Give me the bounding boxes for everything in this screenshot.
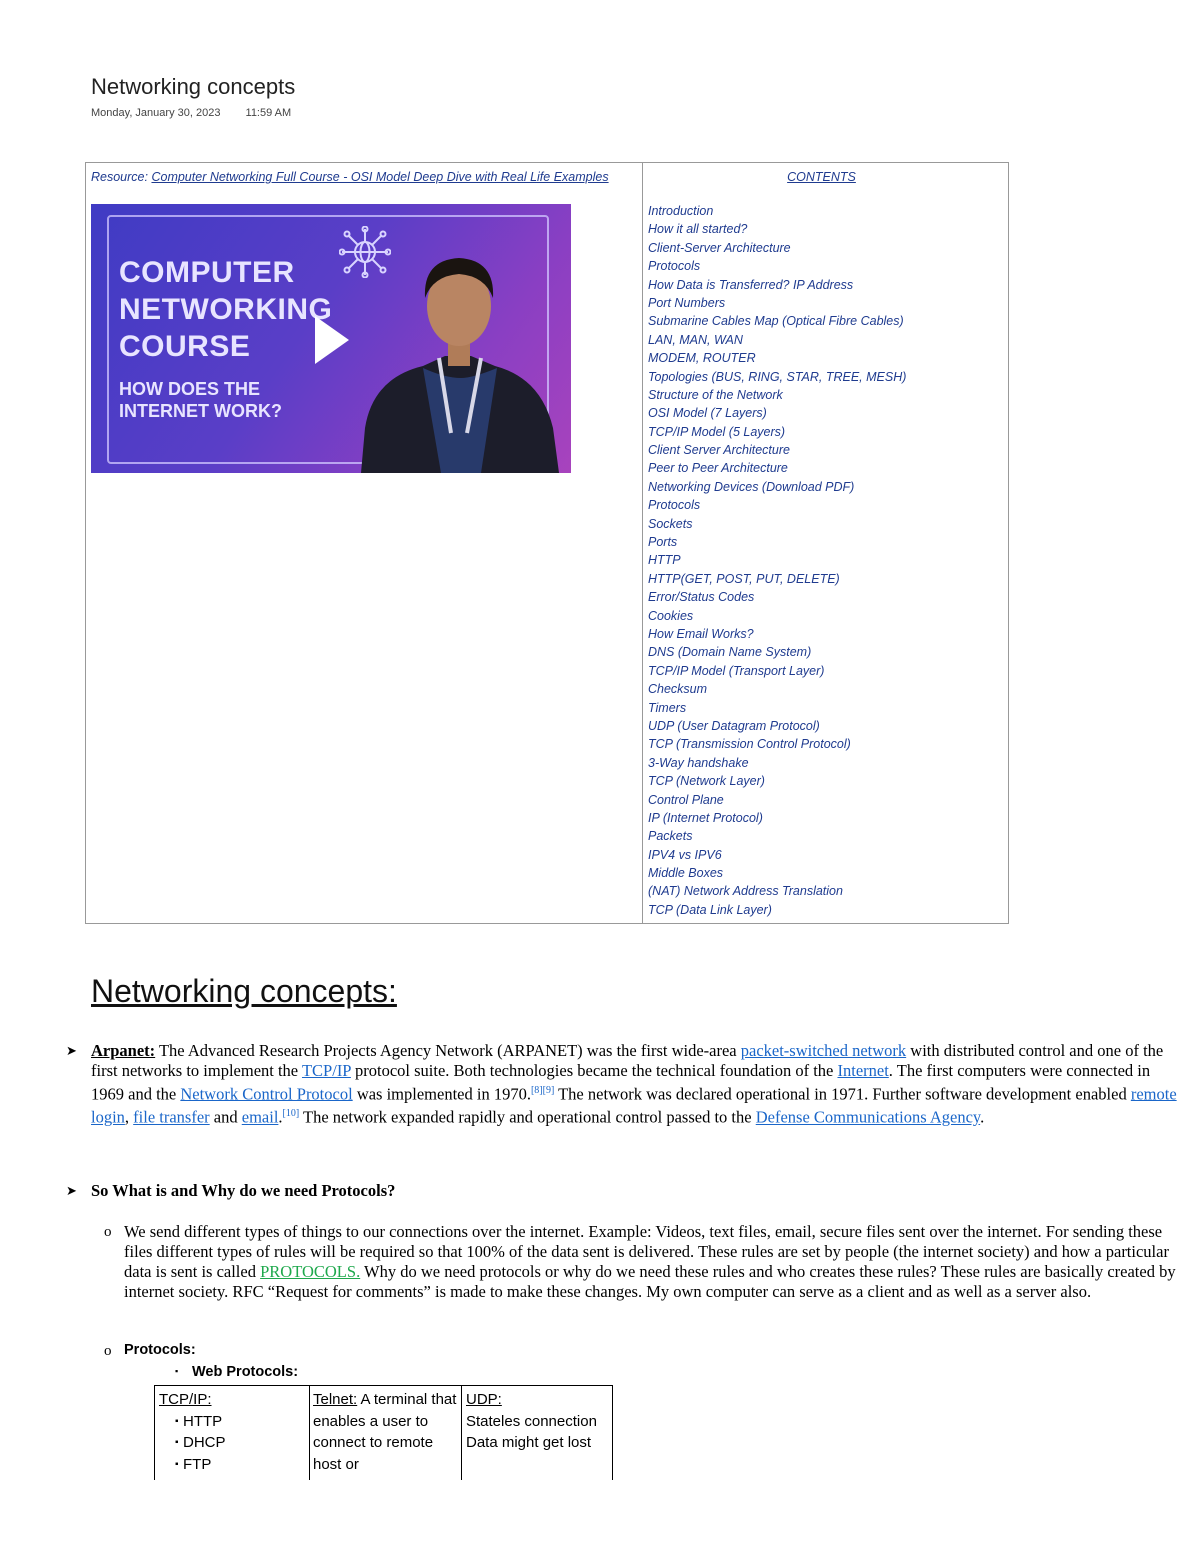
contents-item[interactable]: Ports xyxy=(648,535,678,550)
contents-item[interactable]: MODEM, ROUTER xyxy=(648,351,756,366)
link-network-control-protocol[interactable]: Network Control Protocol xyxy=(180,1084,353,1104)
contents-item[interactable]: LAN, MAN, WAN xyxy=(648,332,743,347)
arpanet-term: Arpanet: xyxy=(91,1041,156,1060)
contents-item[interactable]: Client Server Architecture xyxy=(648,443,790,458)
video-title: COMPUTER NETWORKING COURSE xyxy=(119,256,333,363)
contents-item[interactable]: HTTP xyxy=(648,553,681,568)
circle-bullet-icon: o xyxy=(104,1343,112,1359)
protocols-paragraph: We send different types of things to our connections over the internet. Example: Videos, text files, email, secure files sent over the internet. For sending these files different types of rules will be required so that 100% of the data sent is delivered. These rules are set by people (the internet society) and how a particular data is sent is called PROTOCOLS. Why do we need protocols or why do we need these rules and who creates these rules? These rules are basically created by internet society. RFC “Request for comments” is made to make these changes. My own computer can serve as a client and as well as a server also. xyxy=(124,1222,1176,1301)
contents-item[interactable]: Peer to Peer Architecture xyxy=(648,461,788,476)
table-divider xyxy=(642,163,643,923)
section-heading: Networking concepts: xyxy=(91,973,397,1009)
contents-item[interactable]: How Email Works? xyxy=(648,626,754,641)
udp-line-1: Stateles connection xyxy=(466,1412,597,1430)
contents-heading[interactable]: CONTENTS xyxy=(787,170,856,184)
list-item: ▪ HTTP xyxy=(155,1411,309,1433)
arpanet-paragraph: Arpanet: The Advanced Research Projects Agency Network (ARPANET) was the first wide-area packet-switched network with distributed control and one of the first networks to implement the TCP/IP protocol suite. Both technologies became the technical foundation of the Internet. The first computers were connected in 1969 and the Network Control Protocol was implemented in 1970.[8][9] The network was declared operational in 1971. Further software development enabled remote login, file transfer and email.[10] The network expanded rapidly and operational control passed to the Defense Communications Agency. xyxy=(91,1041,1177,1127)
table-column-udp xyxy=(462,1386,612,1480)
link-remote-login[interactable]: remote login xyxy=(91,1084,1177,1127)
arrow-bullet-icon: ➤ xyxy=(66,1043,77,1058)
contents-item[interactable]: Topologies (BUS, RING, STAR, TREE, MESH) xyxy=(648,369,907,384)
contents-item[interactable]: Cookies xyxy=(648,608,694,623)
list-item: ▪ DHCP xyxy=(155,1432,309,1454)
contents-item[interactable]: How Data is Transferred? IP Address xyxy=(648,277,854,292)
page-title: Networking concepts xyxy=(91,74,296,99)
tcp-ip-heading: TCP/IP: xyxy=(159,1391,212,1408)
resource-line xyxy=(91,168,611,187)
contents-column xyxy=(648,168,1003,919)
reference-8-9[interactable]: [8][9] xyxy=(530,1084,555,1096)
contents-item[interactable]: HTTP(GET, POST, PUT, DELETE) xyxy=(648,571,840,586)
circle-bullet-icon: o xyxy=(104,1224,112,1240)
contents-item[interactable]: Protocols xyxy=(648,498,701,513)
contents-item[interactable]: TCP/IP Model (5 Layers) xyxy=(648,424,786,439)
link-protocols[interactable]: PROTOCOLS. xyxy=(260,1261,361,1281)
web-protocols-table xyxy=(154,1385,613,1480)
contents-item[interactable]: Timers xyxy=(648,700,687,715)
resource-table xyxy=(85,162,1009,924)
contents-item[interactable]: IP (Internet Protocol) xyxy=(648,810,763,825)
contents-item[interactable]: TCP (Data Link Layer) xyxy=(648,902,772,917)
contents-item[interactable]: Protocols xyxy=(648,259,701,274)
contents-item[interactable]: Submarine Cables Map (Optical Fibre Cables) xyxy=(648,314,904,329)
link-file-transfer[interactable]: file transfer xyxy=(133,1107,210,1127)
link-email[interactable]: email xyxy=(241,1107,279,1127)
contents-item[interactable]: Structure of the Network xyxy=(648,387,783,402)
contents-item[interactable]: 3-Way handshake xyxy=(648,755,749,770)
video-thumbnail[interactable] xyxy=(91,204,571,473)
contents-item[interactable]: TCP/IP Model (Transport Layer) xyxy=(648,663,825,678)
resource-link[interactable]: Computer Networking Full Course - OSI Model Deep Dive with Real Life Examples xyxy=(151,170,609,184)
link-defense-communications-agency[interactable]: Defense Communications Agency xyxy=(755,1107,981,1127)
contents-item[interactable]: IPV4 vs IPV6 xyxy=(648,847,722,862)
telnet-heading: Telnet: xyxy=(313,1391,358,1408)
protocols-question: So What is and Why do we need Protocols? xyxy=(91,1181,396,1200)
contents-item[interactable]: TCP (Network Layer) xyxy=(648,774,765,789)
video-subtitle: HOW DOES THE INTERNET WORK? xyxy=(119,379,282,421)
presenter-photo xyxy=(353,228,563,473)
play-icon[interactable] xyxy=(315,316,349,364)
contents-item[interactable]: Networking Devices (Download PDF) xyxy=(648,479,855,494)
table-column-tcp-ip xyxy=(155,1386,310,1480)
reference-10[interactable]: [10] xyxy=(282,1108,300,1120)
telnet-description: A terminal that enables a user to connect to remote host or xyxy=(313,1391,457,1473)
contents-list xyxy=(648,202,1003,919)
contents-item[interactable]: Sockets xyxy=(648,516,693,531)
contents-item[interactable]: (NAT) Network Address Translation xyxy=(648,884,843,899)
page-date: Monday, January 30, 2023 xyxy=(91,107,221,119)
contents-item[interactable]: OSI Model (7 Layers) xyxy=(648,406,767,421)
page-time: 11:59 AM xyxy=(245,107,292,119)
list-item: ▪ FTP xyxy=(155,1454,309,1476)
contents-item[interactable]: UDP (User Datagram Protocol) xyxy=(648,718,820,733)
web-protocols-label: Web Protocols: xyxy=(192,1364,299,1380)
page-dateline xyxy=(91,107,291,119)
protocols-label: Protocols: xyxy=(124,1342,196,1358)
contents-item[interactable]: Checksum xyxy=(648,682,708,697)
contents-item[interactable]: Error/Status Codes xyxy=(648,590,755,605)
udp-heading: UDP: xyxy=(466,1391,502,1408)
resource-label: Resource: xyxy=(91,170,148,184)
contents-item[interactable]: TCP (Transmission Control Protocol) xyxy=(648,737,851,752)
contents-item[interactable]: Middle Boxes xyxy=(648,866,724,881)
contents-item[interactable]: Introduction xyxy=(648,204,714,218)
contents-item[interactable]: Packets xyxy=(648,829,693,844)
contents-item[interactable]: Port Numbers xyxy=(648,295,726,310)
contents-item[interactable]: Client-Server Architecture xyxy=(648,240,791,255)
contents-item[interactable]: DNS (Domain Name System) xyxy=(648,645,812,660)
udp-line-2: Data might get lost xyxy=(466,1434,592,1451)
table-column-telnet xyxy=(309,1386,462,1480)
square-bullet-icon: ▪ xyxy=(175,1366,179,1376)
contents-item[interactable]: How it all started? xyxy=(648,222,748,237)
link-tcp-ip[interactable]: TCP/IP xyxy=(301,1060,351,1080)
arrow-bullet-icon: ➤ xyxy=(66,1183,77,1198)
contents-item[interactable]: Control Plane xyxy=(648,792,724,807)
link-packet-switched-network[interactable]: packet-switched network xyxy=(740,1041,907,1060)
link-internet[interactable]: Internet xyxy=(837,1060,889,1080)
